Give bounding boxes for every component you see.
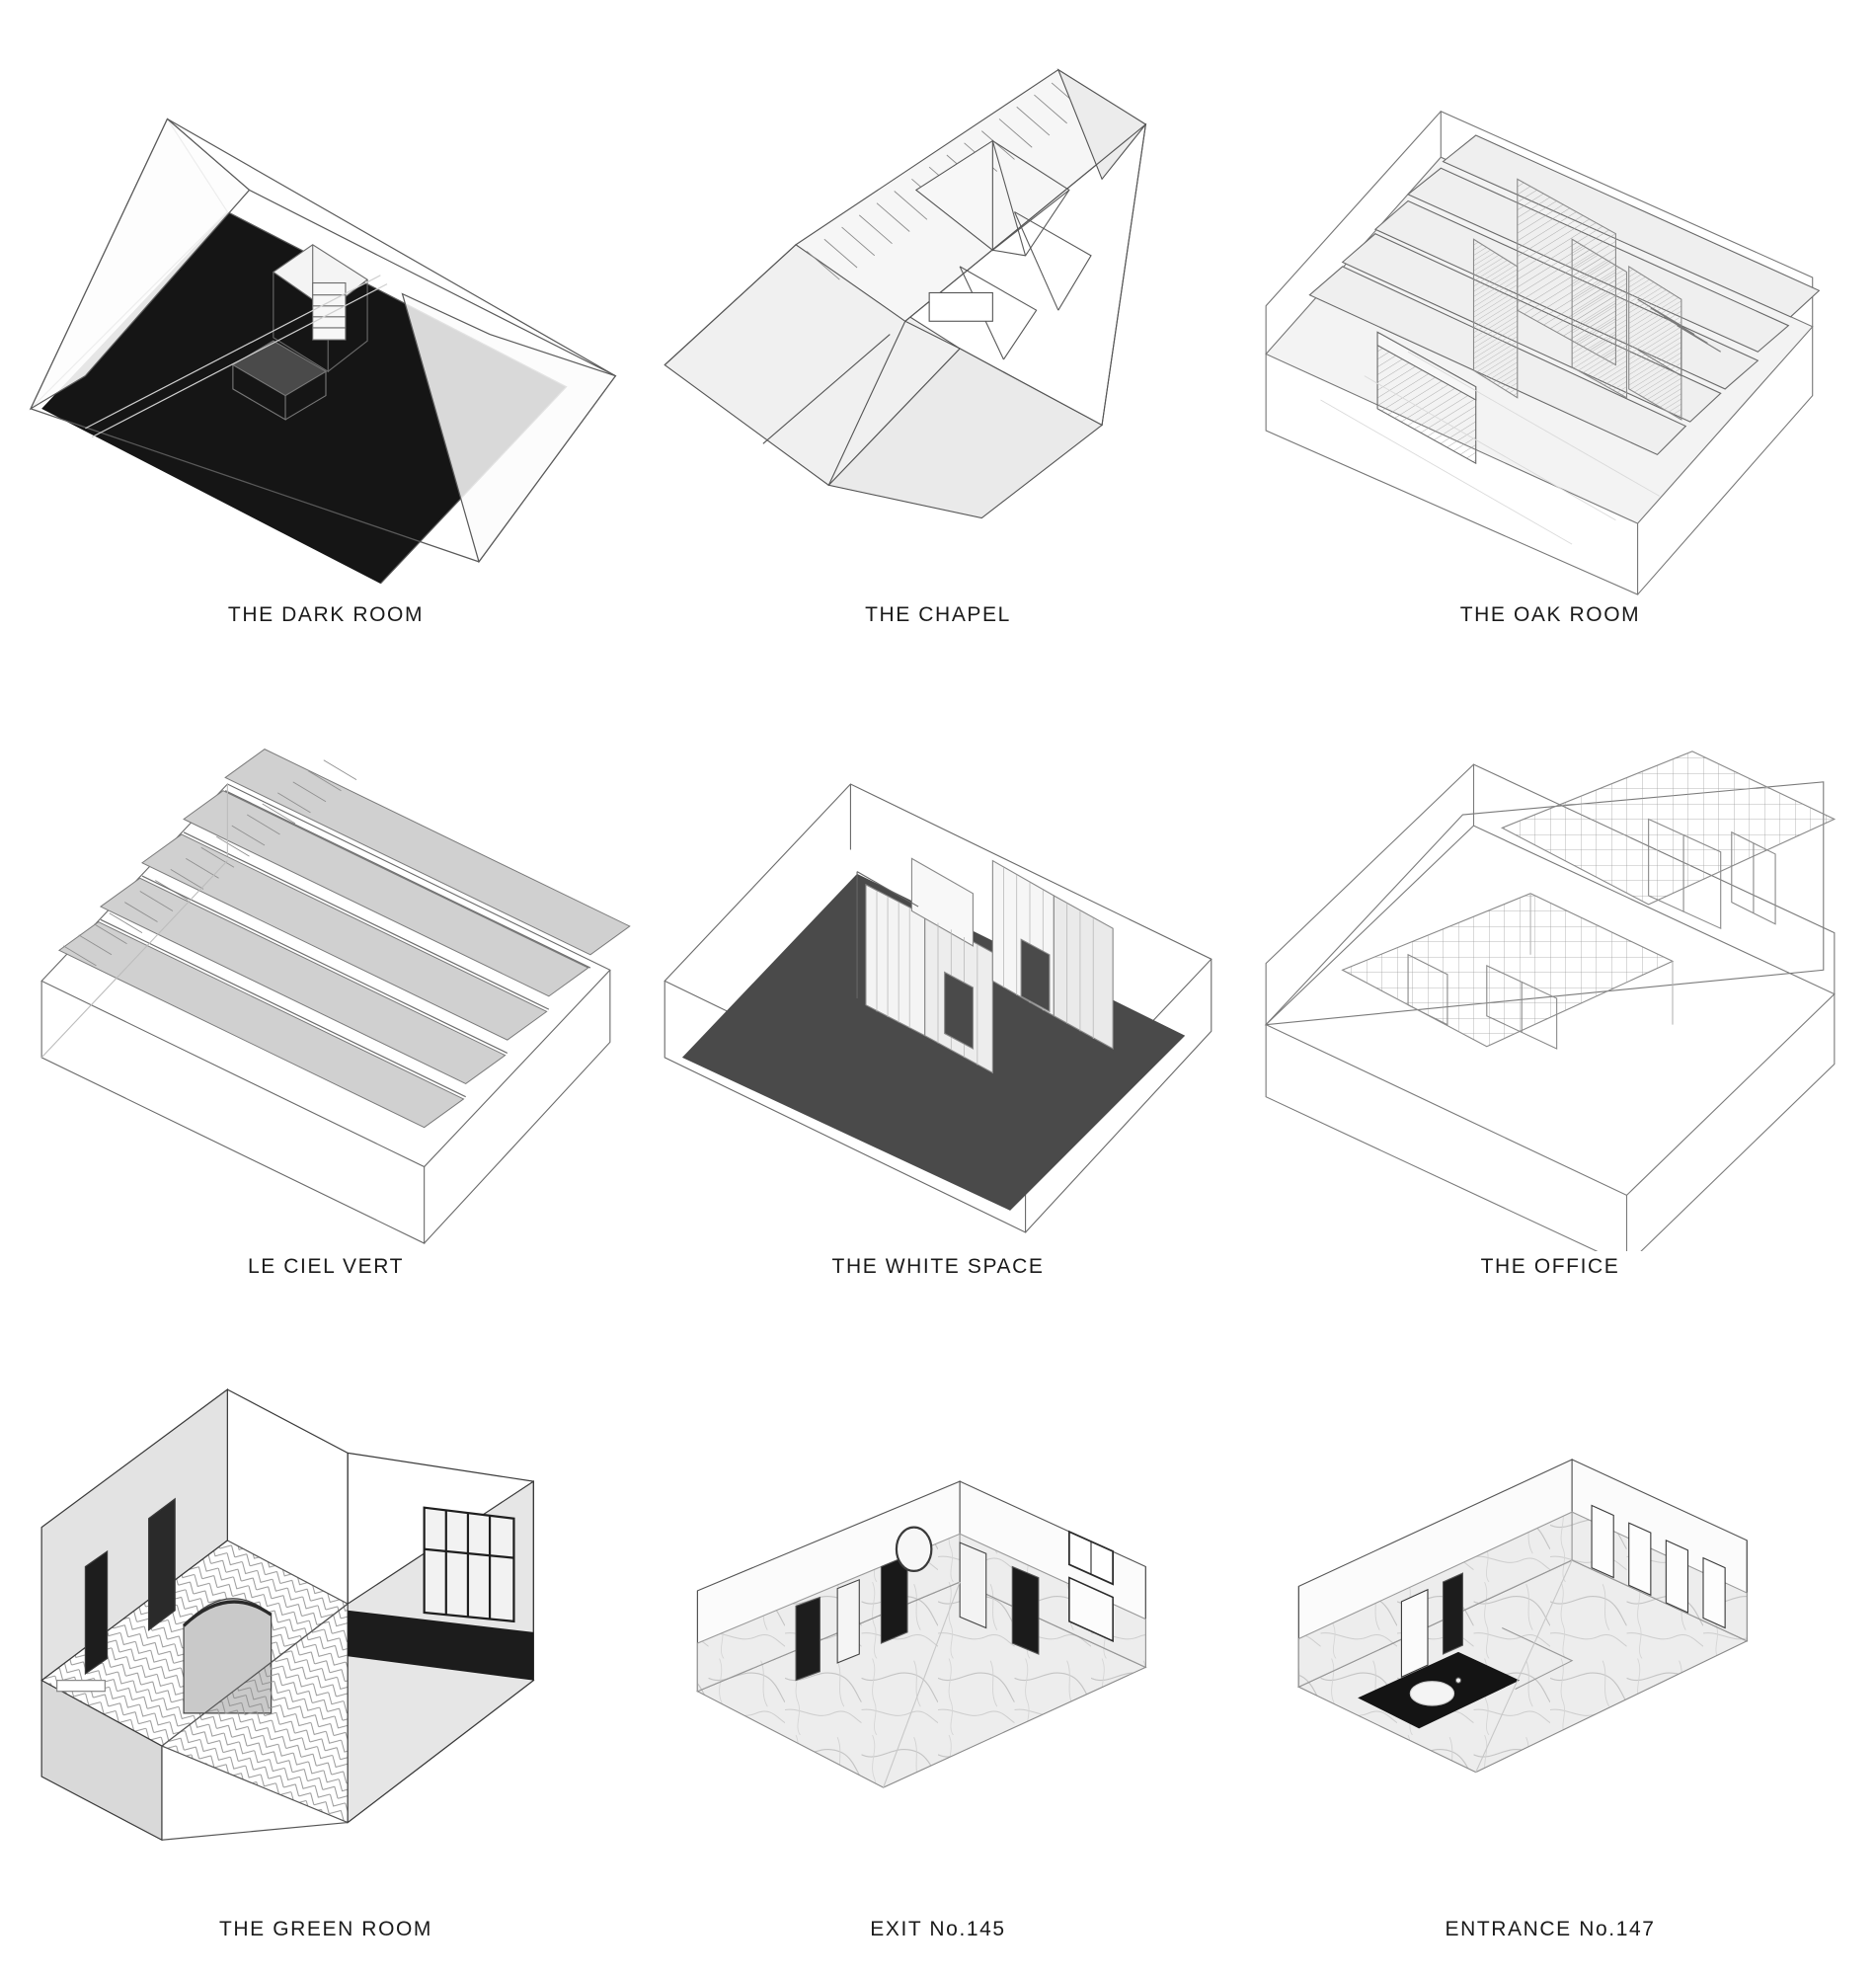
cell-green-room [20, 1304, 632, 1951]
cell-exit-145 [632, 1304, 1244, 1951]
cell-entrance-147 [1244, 1304, 1856, 1951]
axonometric-le-ciel-vert [20, 657, 632, 1250]
cell-dark-room [20, 10, 632, 657]
caption-white-space: THE WHITE SPACE [831, 1254, 1045, 1278]
cell-chapel [632, 10, 1244, 657]
axonometric-chapel [632, 10, 1244, 599]
caption-green-room: THE GREEN ROOM [218, 1917, 433, 1940]
caption-le-ciel-vert: LE CIEL VERT [247, 1254, 405, 1278]
axonometric-entrance-147 [1244, 1304, 1856, 1914]
cell-le-ciel-vert [20, 657, 632, 1304]
cell-office [1244, 657, 1856, 1304]
caption-office: THE OFFICE [1480, 1254, 1620, 1278]
caption-exit-145: EXIT No.145 [870, 1917, 1006, 1940]
caption-entrance-147: ENTRANCE No.147 [1445, 1917, 1656, 1940]
axonometric-oak-room [1244, 10, 1856, 599]
cell-white-space [632, 657, 1244, 1304]
caption-oak-room: THE OAK ROOM [1459, 603, 1641, 627]
caption-chapel: THE CHAPEL [865, 603, 1011, 627]
axonometric-exit-145 [632, 1304, 1244, 1914]
axonometric-green-room [20, 1304, 632, 1914]
axonometric-white-space [632, 657, 1244, 1250]
caption-dark-room: THE DARK ROOM [227, 603, 425, 627]
cell-oak-room [1244, 10, 1856, 657]
axonometric-office [1244, 657, 1856, 1250]
axonometric-dark-room [20, 10, 632, 599]
